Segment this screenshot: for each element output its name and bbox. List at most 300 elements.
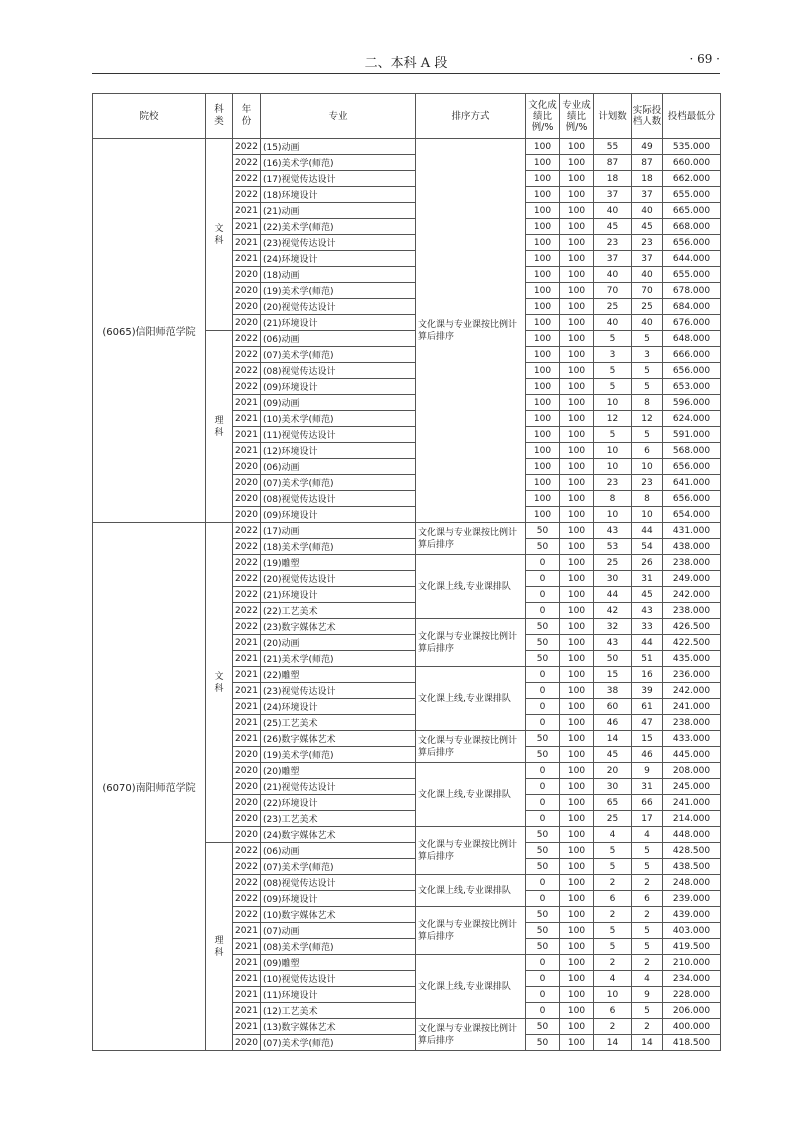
min-score-cell: 448.000 — [663, 827, 721, 843]
min-score-cell: 656.000 — [663, 363, 721, 379]
min-score-cell: 419.500 — [663, 939, 721, 955]
year-cell: 2021 — [233, 1019, 261, 1035]
method-cell: 文化课上线,专业课排队 — [416, 763, 526, 827]
major-ratio-cell: 100 — [560, 347, 594, 363]
major-cell: (09)环境设计 — [261, 379, 416, 395]
year-cell: 2020 — [233, 283, 261, 299]
year-cell: 2022 — [233, 363, 261, 379]
year-cell: 2022 — [233, 187, 261, 203]
major-ratio-cell: 100 — [560, 811, 594, 827]
track-cell: 理科 — [206, 331, 233, 523]
major-ratio-cell: 100 — [560, 475, 594, 491]
admission-table — [92, 93, 721, 1051]
actual-cell: 40 — [632, 267, 663, 283]
major-ratio-cell: 100 — [560, 491, 594, 507]
plan-cell: 15 — [594, 667, 632, 683]
actual-cell: 26 — [632, 555, 663, 571]
min-score-cell: 660.000 — [663, 155, 721, 171]
col-culture-ratio: 文化成绩比例/% — [526, 94, 560, 139]
major-ratio-cell: 100 — [560, 267, 594, 283]
major-ratio-cell: 100 — [560, 219, 594, 235]
actual-cell: 37 — [632, 251, 663, 267]
actual-cell: 4 — [632, 971, 663, 987]
actual-cell: 46 — [632, 747, 663, 763]
major-cell: (09)环境设计 — [261, 891, 416, 907]
min-score-cell: 418.500 — [663, 1035, 721, 1051]
actual-cell: 5 — [632, 939, 663, 955]
col-track: 科类 — [206, 94, 233, 139]
page-number: · 69 · — [689, 52, 720, 66]
plan-cell: 43 — [594, 635, 632, 651]
culture-ratio-cell: 50 — [526, 923, 560, 939]
plan-cell: 10 — [594, 395, 632, 411]
culture-ratio-cell: 0 — [526, 763, 560, 779]
major-cell: (24)环境设计 — [261, 699, 416, 715]
actual-cell: 33 — [632, 619, 663, 635]
table-row — [93, 523, 721, 539]
plan-cell: 87 — [594, 155, 632, 171]
major-cell: (23)工艺美术 — [261, 811, 416, 827]
actual-cell: 2 — [632, 907, 663, 923]
major-ratio-cell: 100 — [560, 411, 594, 427]
major-ratio-cell: 100 — [560, 667, 594, 683]
actual-cell: 44 — [632, 635, 663, 651]
plan-cell: 3 — [594, 347, 632, 363]
min-score-cell: 653.000 — [663, 379, 721, 395]
major-ratio-cell: 100 — [560, 971, 594, 987]
major-cell: (12)环境设计 — [261, 443, 416, 459]
year-cell: 2022 — [233, 571, 261, 587]
year-cell: 2021 — [233, 955, 261, 971]
actual-cell: 43 — [632, 603, 663, 619]
year-cell: 2020 — [233, 747, 261, 763]
culture-ratio-cell: 100 — [526, 363, 560, 379]
major-cell: (15)动画 — [261, 139, 416, 155]
year-cell: 2022 — [233, 587, 261, 603]
major-cell: (21)视觉传达设计 — [261, 779, 416, 795]
year-cell: 2022 — [233, 171, 261, 187]
major-ratio-cell: 100 — [560, 555, 594, 571]
culture-ratio-cell: 0 — [526, 1003, 560, 1019]
major-ratio-cell: 100 — [560, 651, 594, 667]
min-score-cell: 208.000 — [663, 763, 721, 779]
major-ratio-cell: 100 — [560, 523, 594, 539]
year-cell: 2021 — [233, 219, 261, 235]
table-body — [93, 139, 721, 1051]
method-cell: 文化课上线,专业课排队 — [416, 875, 526, 907]
actual-cell: 9 — [632, 763, 663, 779]
major-ratio-cell: 100 — [560, 235, 594, 251]
min-score-cell: 422.500 — [663, 635, 721, 651]
min-score-cell: 234.000 — [663, 971, 721, 987]
actual-cell: 15 — [632, 731, 663, 747]
actual-cell: 17 — [632, 811, 663, 827]
min-score-cell: 245.000 — [663, 779, 721, 795]
major-cell: (21)环境设计 — [261, 315, 416, 331]
culture-ratio-cell: 50 — [526, 523, 560, 539]
culture-ratio-cell: 0 — [526, 891, 560, 907]
actual-cell: 6 — [632, 443, 663, 459]
min-score-cell: 438.500 — [663, 859, 721, 875]
major-cell: (20)雕塑 — [261, 763, 416, 779]
plan-cell: 23 — [594, 235, 632, 251]
actual-cell: 14 — [632, 1035, 663, 1051]
major-cell: (18)美术学(师范) — [261, 539, 416, 555]
culture-ratio-cell: 100 — [526, 203, 560, 219]
actual-cell: 5 — [632, 363, 663, 379]
year-cell: 2022 — [233, 619, 261, 635]
year-cell: 2020 — [233, 811, 261, 827]
plan-cell: 25 — [594, 811, 632, 827]
col-major-ratio: 专业成绩比例/% — [560, 94, 594, 139]
year-cell: 2020 — [233, 795, 261, 811]
plan-cell: 42 — [594, 603, 632, 619]
min-score-cell: 676.000 — [663, 315, 721, 331]
year-cell: 2020 — [233, 459, 261, 475]
plan-cell: 5 — [594, 843, 632, 859]
plan-cell: 23 — [594, 475, 632, 491]
culture-ratio-cell: 50 — [526, 539, 560, 555]
method-cell: 文化课与专业课按比例计算后排序 — [416, 139, 526, 523]
plan-cell: 2 — [594, 1019, 632, 1035]
major-cell: (17)视觉传达设计 — [261, 171, 416, 187]
plan-cell: 55 — [594, 139, 632, 155]
major-ratio-cell: 100 — [560, 331, 594, 347]
col-school: 院校 — [93, 94, 206, 139]
col-major: 专业 — [261, 94, 416, 139]
culture-ratio-cell: 100 — [526, 283, 560, 299]
year-cell: 2020 — [233, 299, 261, 315]
major-ratio-cell: 100 — [560, 859, 594, 875]
plan-cell: 25 — [594, 555, 632, 571]
plan-cell: 44 — [594, 587, 632, 603]
major-cell: (26)数字媒体艺术 — [261, 731, 416, 747]
min-score-cell: 641.000 — [663, 475, 721, 491]
major-ratio-cell: 100 — [560, 283, 594, 299]
major-cell: (23)视觉传达设计 — [261, 683, 416, 699]
year-cell: 2021 — [233, 1003, 261, 1019]
actual-cell: 23 — [632, 475, 663, 491]
major-cell: (10)视觉传达设计 — [261, 971, 416, 987]
culture-ratio-cell: 0 — [526, 987, 560, 1003]
method-cell: 文化课与专业课按比例计算后排序 — [416, 907, 526, 955]
track-cell: 文科 — [206, 523, 233, 843]
actual-cell: 54 — [632, 539, 663, 555]
min-score-cell: 438.000 — [663, 539, 721, 555]
major-cell: (20)视觉传达设计 — [261, 299, 416, 315]
culture-ratio-cell: 100 — [526, 427, 560, 443]
col-year: 年份 — [233, 94, 261, 139]
actual-cell: 18 — [632, 171, 663, 187]
plan-cell: 60 — [594, 699, 632, 715]
min-score-cell: 238.000 — [663, 715, 721, 731]
major-cell: (08)美术学(师范) — [261, 939, 416, 955]
culture-ratio-cell: 50 — [526, 827, 560, 843]
table-row — [93, 139, 721, 155]
major-ratio-cell: 100 — [560, 155, 594, 171]
school-name: (6070)南阳师范学院 — [93, 523, 206, 1051]
actual-cell: 5 — [632, 331, 663, 347]
plan-cell: 30 — [594, 779, 632, 795]
actual-cell: 9 — [632, 987, 663, 1003]
plan-cell: 18 — [594, 171, 632, 187]
major-ratio-cell: 100 — [560, 715, 594, 731]
min-score-cell: 655.000 — [663, 267, 721, 283]
plan-cell: 2 — [594, 955, 632, 971]
major-cell: (18)环境设计 — [261, 187, 416, 203]
col-min-score: 投档最低分 — [663, 94, 721, 139]
actual-cell: 8 — [632, 395, 663, 411]
actual-cell: 39 — [632, 683, 663, 699]
major-ratio-cell: 100 — [560, 843, 594, 859]
major-cell: (25)工艺美术 — [261, 715, 416, 731]
major-cell: (18)动画 — [261, 267, 416, 283]
major-cell: (24)数字媒体艺术 — [261, 827, 416, 843]
plan-cell: 2 — [594, 907, 632, 923]
year-cell: 2022 — [233, 843, 261, 859]
plan-cell: 5 — [594, 331, 632, 347]
year-cell: 2020 — [233, 315, 261, 331]
min-score-cell: 241.000 — [663, 699, 721, 715]
culture-ratio-cell: 100 — [526, 251, 560, 267]
year-cell: 2021 — [233, 731, 261, 747]
year-cell: 2022 — [233, 603, 261, 619]
major-cell: (09)环境设计 — [261, 507, 416, 523]
actual-cell: 70 — [632, 283, 663, 299]
major-ratio-cell: 100 — [560, 587, 594, 603]
actual-cell: 5 — [632, 859, 663, 875]
year-cell: 2021 — [233, 411, 261, 427]
culture-ratio-cell: 0 — [526, 571, 560, 587]
major-ratio-cell: 100 — [560, 443, 594, 459]
plan-cell: 5 — [594, 923, 632, 939]
actual-cell: 8 — [632, 491, 663, 507]
major-cell: (06)动画 — [261, 331, 416, 347]
year-cell: 2021 — [233, 651, 261, 667]
min-score-cell: 656.000 — [663, 491, 721, 507]
actual-cell: 47 — [632, 715, 663, 731]
culture-ratio-cell: 100 — [526, 187, 560, 203]
plan-cell: 65 — [594, 795, 632, 811]
major-cell: (11)环境设计 — [261, 987, 416, 1003]
major-cell: (06)动画 — [261, 459, 416, 475]
min-score-cell: 666.000 — [663, 347, 721, 363]
year-cell: 2022 — [233, 379, 261, 395]
major-cell: (07)动画 — [261, 923, 416, 939]
min-score-cell: 241.000 — [663, 795, 721, 811]
plan-cell: 10 — [594, 443, 632, 459]
major-cell: (06)动画 — [261, 843, 416, 859]
plan-cell: 6 — [594, 891, 632, 907]
actual-cell: 40 — [632, 203, 663, 219]
min-score-cell: 236.000 — [663, 667, 721, 683]
culture-ratio-cell: 100 — [526, 219, 560, 235]
actual-cell: 3 — [632, 347, 663, 363]
year-cell: 2022 — [233, 907, 261, 923]
culture-ratio-cell: 0 — [526, 875, 560, 891]
major-cell: (10)数字媒体艺术 — [261, 907, 416, 923]
major-cell: (24)环境设计 — [261, 251, 416, 267]
major-cell: (23)视觉传达设计 — [261, 235, 416, 251]
culture-ratio-cell: 100 — [526, 171, 560, 187]
actual-cell: 66 — [632, 795, 663, 811]
major-cell: (07)美术学(师范) — [261, 347, 416, 363]
year-cell: 2021 — [233, 443, 261, 459]
culture-ratio-cell: 100 — [526, 139, 560, 155]
major-cell: (22)雕塑 — [261, 667, 416, 683]
major-cell: (21)环境设计 — [261, 587, 416, 603]
major-cell: (23)数字媒体艺术 — [261, 619, 416, 635]
major-ratio-cell: 100 — [560, 299, 594, 315]
year-cell: 2020 — [233, 827, 261, 843]
page-header — [92, 44, 720, 74]
plan-cell: 10 — [594, 987, 632, 1003]
culture-ratio-cell: 50 — [526, 619, 560, 635]
major-ratio-cell: 100 — [560, 619, 594, 635]
plan-cell: 8 — [594, 491, 632, 507]
plan-cell: 14 — [594, 731, 632, 747]
school-name: (6065)信阳师范学院 — [93, 139, 206, 523]
year-cell: 2021 — [233, 699, 261, 715]
major-cell: (22)美术学(师范) — [261, 219, 416, 235]
min-score-cell: 206.000 — [663, 1003, 721, 1019]
year-cell: 2021 — [233, 715, 261, 731]
culture-ratio-cell: 100 — [526, 411, 560, 427]
plan-cell: 5 — [594, 427, 632, 443]
min-score-cell: 210.000 — [663, 955, 721, 971]
major-cell: (19)美术学(师范) — [261, 283, 416, 299]
major-ratio-cell: 100 — [560, 1035, 594, 1051]
year-cell: 2022 — [233, 139, 261, 155]
actual-cell: 5 — [632, 1003, 663, 1019]
culture-ratio-cell: 0 — [526, 667, 560, 683]
actual-cell: 40 — [632, 315, 663, 331]
culture-ratio-cell: 100 — [526, 155, 560, 171]
method-cell: 文化课与专业课按比例计算后排序 — [416, 1019, 526, 1051]
method-cell: 文化课与专业课按比例计算后排序 — [416, 827, 526, 875]
major-ratio-cell: 100 — [560, 187, 594, 203]
major-ratio-cell: 100 — [560, 747, 594, 763]
min-score-cell: 656.000 — [663, 459, 721, 475]
actual-cell: 44 — [632, 523, 663, 539]
plan-cell: 32 — [594, 619, 632, 635]
plan-cell: 12 — [594, 411, 632, 427]
culture-ratio-cell: 100 — [526, 315, 560, 331]
major-ratio-cell: 100 — [560, 507, 594, 523]
major-ratio-cell: 100 — [560, 763, 594, 779]
major-ratio-cell: 100 — [560, 427, 594, 443]
culture-ratio-cell: 100 — [526, 235, 560, 251]
year-cell: 2021 — [233, 923, 261, 939]
major-cell: (19)美术学(师范) — [261, 747, 416, 763]
actual-cell: 23 — [632, 235, 663, 251]
min-score-cell: 248.000 — [663, 875, 721, 891]
culture-ratio-cell: 50 — [526, 635, 560, 651]
year-cell: 2021 — [233, 667, 261, 683]
min-score-cell: 665.000 — [663, 203, 721, 219]
major-ratio-cell: 100 — [560, 539, 594, 555]
major-ratio-cell: 100 — [560, 907, 594, 923]
major-cell: (09)雕塑 — [261, 955, 416, 971]
plan-cell: 40 — [594, 267, 632, 283]
actual-cell: 12 — [632, 411, 663, 427]
culture-ratio-cell: 0 — [526, 603, 560, 619]
major-cell: (08)视觉传达设计 — [261, 363, 416, 379]
major-cell: (07)美术学(师范) — [261, 1035, 416, 1051]
min-score-cell: 400.000 — [663, 1019, 721, 1035]
actual-cell: 31 — [632, 779, 663, 795]
culture-ratio-cell: 100 — [526, 299, 560, 315]
year-cell: 2021 — [233, 971, 261, 987]
culture-ratio-cell: 100 — [526, 379, 560, 395]
year-cell: 2020 — [233, 507, 261, 523]
min-score-cell: 596.000 — [663, 395, 721, 411]
actual-cell: 2 — [632, 955, 663, 971]
culture-ratio-cell: 0 — [526, 779, 560, 795]
year-cell: 2022 — [233, 859, 261, 875]
year-cell: 2022 — [233, 555, 261, 571]
plan-cell: 45 — [594, 219, 632, 235]
major-cell: (12)工艺美术 — [261, 1003, 416, 1019]
actual-cell: 51 — [632, 651, 663, 667]
major-cell: (21)美术学(师范) — [261, 651, 416, 667]
min-score-cell: 668.000 — [663, 219, 721, 235]
major-ratio-cell: 100 — [560, 731, 594, 747]
major-ratio-cell: 100 — [560, 891, 594, 907]
method-cell: 文化课与专业课按比例计算后排序 — [416, 619, 526, 667]
major-ratio-cell: 100 — [560, 635, 594, 651]
min-score-cell: 431.000 — [663, 523, 721, 539]
min-score-cell: 445.000 — [663, 747, 721, 763]
plan-cell: 53 — [594, 539, 632, 555]
actual-cell: 37 — [632, 187, 663, 203]
major-ratio-cell: 100 — [560, 1019, 594, 1035]
actual-cell: 2 — [632, 1019, 663, 1035]
major-ratio-cell: 100 — [560, 139, 594, 155]
major-ratio-cell: 100 — [560, 395, 594, 411]
culture-ratio-cell: 0 — [526, 811, 560, 827]
major-ratio-cell: 100 — [560, 251, 594, 267]
major-ratio-cell: 100 — [560, 795, 594, 811]
major-cell: (13)数字媒体艺术 — [261, 1019, 416, 1035]
section-title: 二、本科 A 段 — [364, 56, 448, 71]
plan-cell: 2 — [594, 875, 632, 891]
track-cell: 理科 — [206, 843, 233, 1051]
culture-ratio-cell: 0 — [526, 699, 560, 715]
major-cell: (07)美术学(师范) — [261, 859, 416, 875]
plan-cell: 30 — [594, 571, 632, 587]
culture-ratio-cell: 50 — [526, 1035, 560, 1051]
year-cell: 2021 — [233, 939, 261, 955]
plan-cell: 46 — [594, 715, 632, 731]
major-ratio-cell: 100 — [560, 203, 594, 219]
culture-ratio-cell: 100 — [526, 347, 560, 363]
plan-cell: 5 — [594, 363, 632, 379]
actual-cell: 25 — [632, 299, 663, 315]
header-rule — [92, 73, 720, 74]
year-cell: 2021 — [233, 395, 261, 411]
culture-ratio-cell: 100 — [526, 459, 560, 475]
major-cell: (16)美术学(师范) — [261, 155, 416, 171]
min-score-cell: 238.000 — [663, 603, 721, 619]
min-score-cell: 439.000 — [663, 907, 721, 923]
min-score-cell: 433.000 — [663, 731, 721, 747]
min-score-cell: 655.000 — [663, 187, 721, 203]
actual-cell: 31 — [632, 571, 663, 587]
actual-cell: 5 — [632, 843, 663, 859]
year-cell: 2020 — [233, 267, 261, 283]
culture-ratio-cell: 100 — [526, 395, 560, 411]
